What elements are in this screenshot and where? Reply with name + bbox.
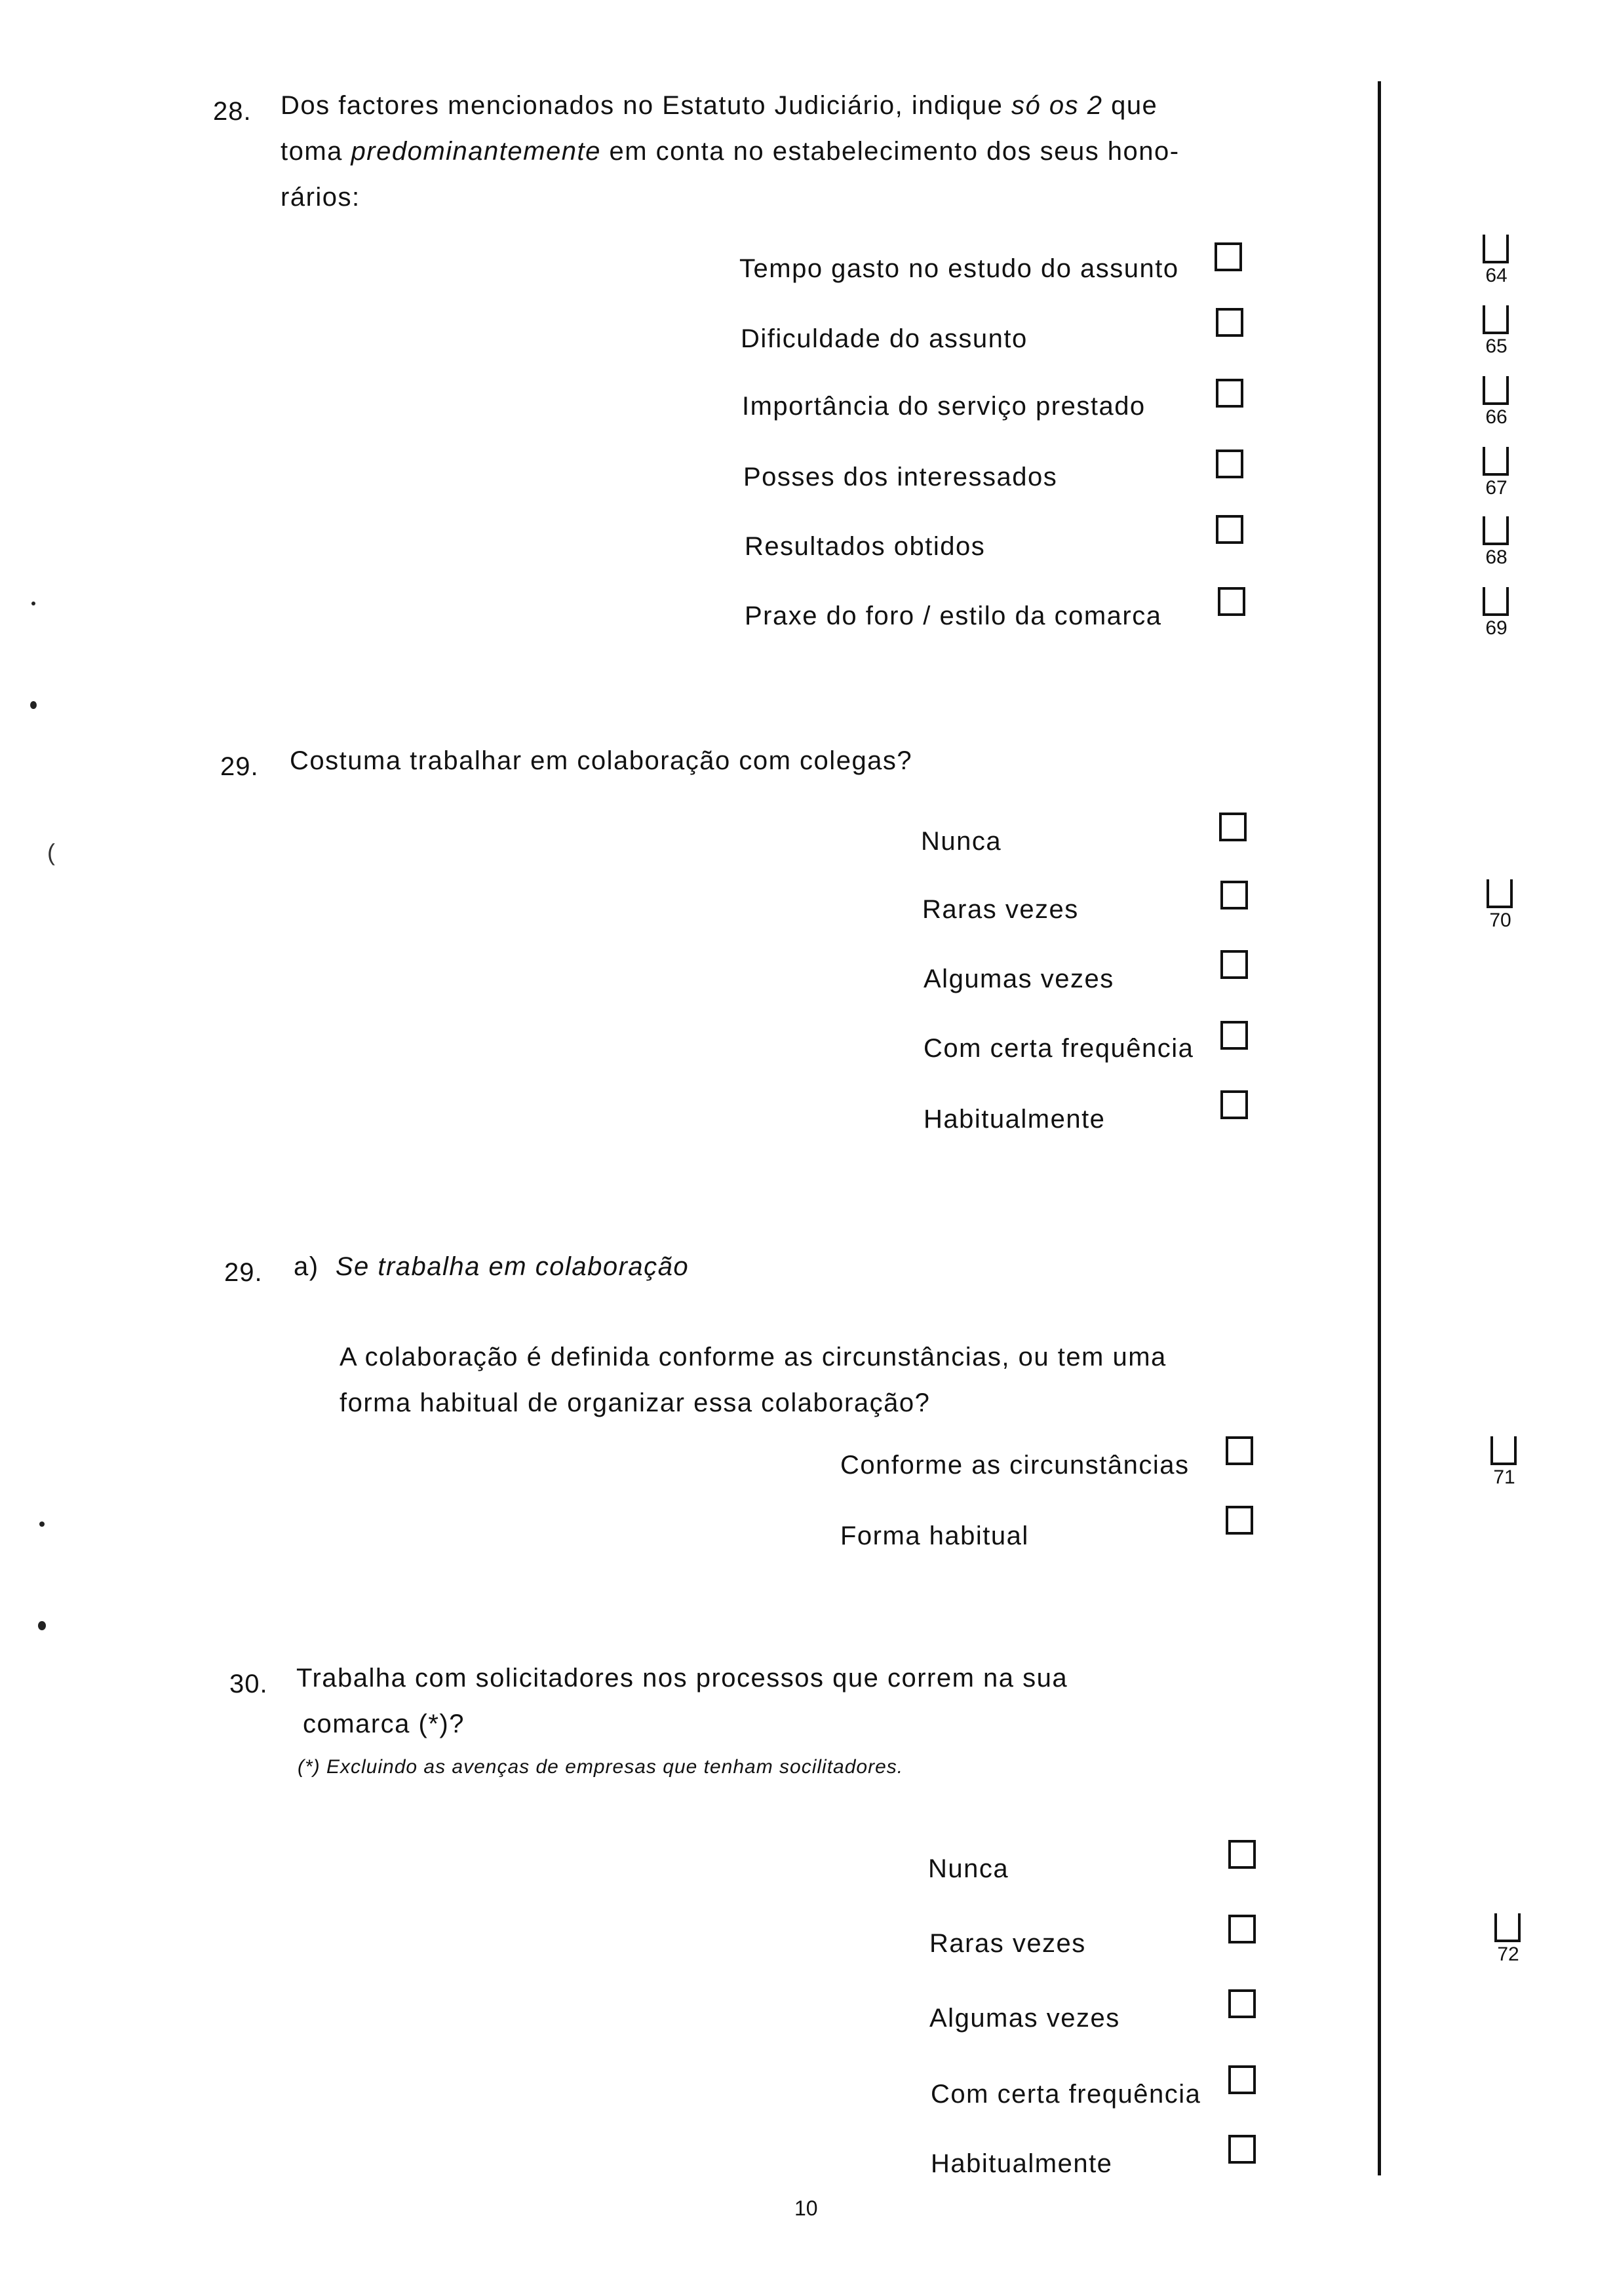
- q29a-option-checkbox[interactable]: [1226, 1506, 1253, 1535]
- scan-speck: [38, 1621, 46, 1630]
- q29-option-label: Nunca: [921, 827, 1002, 856]
- q30-line-2: comarca (*)?: [303, 1710, 465, 1738]
- coding-box[interactable]: [1480, 305, 1513, 358]
- coding-number: 67: [1485, 477, 1508, 499]
- coding-bracket: [1483, 516, 1509, 545]
- q28-question-text: [281, 83, 1180, 220]
- q28-line-1: Dos factores mencionados no Estatuto Judiciário, indique só os 2 que: [281, 91, 1158, 120]
- coding-number: 69: [1485, 617, 1508, 639]
- page-number: 10: [794, 2196, 818, 2220]
- coding-number: 71: [1493, 1466, 1515, 1488]
- q30-option-checkbox[interactable]: [1228, 1915, 1256, 1943]
- q28-option-label: Resultados obtidos: [745, 532, 986, 561]
- coding-bracket: [1490, 1436, 1517, 1465]
- scan-speck: [30, 701, 37, 709]
- q30-question-text: [296, 1655, 1068, 1747]
- coding-bracket: [1483, 447, 1509, 476]
- coding-bracket: [1483, 305, 1509, 334]
- q29a-heading: a) Se trabalha em colaboração: [294, 1252, 690, 1281]
- q29-option-checkbox[interactable]: [1220, 881, 1248, 909]
- q29a-line-1: A colaboração é definida conforme as circunstâncias, ou tem uma: [340, 1343, 1167, 1371]
- q28-option-checkbox[interactable]: [1216, 515, 1243, 544]
- coding-box[interactable]: [1480, 516, 1513, 569]
- q29-option-checkbox[interactable]: [1220, 1090, 1248, 1119]
- coding-number: 66: [1485, 406, 1508, 428]
- q30-number: 30.: [229, 1670, 268, 1698]
- q30-line-1: Trabalha com solicitadores nos processos que correm na sua: [296, 1664, 1068, 1693]
- q28-option-label: Posses dos interessados: [743, 463, 1058, 491]
- coding-bracket: [1494, 1913, 1521, 1942]
- q29a-option-label: Conforme as circunstâncias: [840, 1451, 1190, 1480]
- q30-option-checkbox[interactable]: [1228, 2135, 1256, 2164]
- q30-option-label: Raras vezes: [929, 1929, 1086, 1958]
- q29-option-label: Com certa frequência: [924, 1034, 1194, 1063]
- scan-mark: (: [47, 839, 55, 866]
- q29-option-checkbox[interactable]: [1220, 950, 1248, 979]
- q29-option-label: Habitualmente: [924, 1105, 1106, 1134]
- coding-box[interactable]: [1480, 447, 1513, 499]
- q28-option-checkbox[interactable]: [1218, 587, 1245, 616]
- q28-option-checkbox[interactable]: [1215, 242, 1242, 271]
- coding-bracket: [1483, 376, 1509, 405]
- q30-option-checkbox[interactable]: [1228, 2065, 1256, 2094]
- coding-box[interactable]: [1484, 879, 1517, 932]
- q30-option-label: Nunca: [928, 1854, 1009, 1883]
- q30-option-label: Com certa frequência: [931, 2080, 1201, 2109]
- coding-number: 72: [1497, 1943, 1519, 1965]
- coding-column-divider: [1378, 81, 1381, 2175]
- q28-option-checkbox[interactable]: [1216, 450, 1243, 478]
- coding-bracket: [1483, 235, 1509, 263]
- q28-option-label: Praxe do foro / estilo da comarca: [745, 602, 1162, 630]
- q29a-option-label: Forma habitual: [840, 1521, 1029, 1550]
- q30-option-label: Habitualmente: [931, 2149, 1113, 2178]
- q28-option-checkbox[interactable]: [1216, 379, 1243, 408]
- coding-number: 65: [1485, 335, 1508, 357]
- q29-option-label: Algumas vezes: [924, 965, 1114, 993]
- scan-speck: [31, 602, 35, 605]
- coding-box[interactable]: [1488, 1436, 1521, 1489]
- coding-box[interactable]: [1480, 376, 1513, 429]
- coding-bracket: [1487, 879, 1513, 908]
- coding-number: 70: [1489, 909, 1511, 931]
- q28-line-3: rários:: [281, 183, 360, 212]
- q30-footnote: (*) Excluindo as avenças de empresas que tenham socilitadores.: [298, 1756, 904, 1778]
- coding-box[interactable]: [1480, 235, 1513, 287]
- q29a-line-2: forma habitual de organizar essa colaboração?: [340, 1388, 931, 1417]
- q30-option-label: Algumas vezes: [929, 2004, 1120, 2033]
- q29a-number: 29.: [224, 1258, 263, 1287]
- q28-option-label: Tempo gasto no estudo do assunto: [739, 254, 1179, 283]
- q29-option-checkbox[interactable]: [1220, 1021, 1248, 1050]
- q29-number: 29.: [220, 752, 259, 781]
- coding-box[interactable]: [1480, 587, 1513, 640]
- q28-option-label: Importância do serviço prestado: [742, 392, 1146, 421]
- coding-bracket: [1483, 587, 1509, 616]
- q29a-question-text: [340, 1334, 1167, 1426]
- q30-option-checkbox[interactable]: [1228, 1840, 1256, 1869]
- coding-number: 64: [1485, 265, 1508, 286]
- q28-line-2: toma predominantemente em conta no estabelecimento dos seus hono-: [281, 137, 1180, 166]
- coding-number: 68: [1485, 546, 1508, 568]
- q28-option-checkbox[interactable]: [1216, 308, 1243, 337]
- q29-question-text: Costuma trabalhar em colaboração com colegas?: [290, 746, 913, 775]
- q30-option-checkbox[interactable]: [1228, 1989, 1256, 2018]
- q28-option-label: Dificuldade do assunto: [741, 324, 1028, 353]
- coding-box[interactable]: [1492, 1913, 1525, 1966]
- q29-option-label: Raras vezes: [922, 895, 1079, 924]
- scan-speck: [39, 1521, 45, 1527]
- q28-number: 28.: [213, 97, 252, 126]
- q29-option-checkbox[interactable]: [1219, 813, 1247, 841]
- q29a-option-checkbox[interactable]: [1226, 1436, 1253, 1465]
